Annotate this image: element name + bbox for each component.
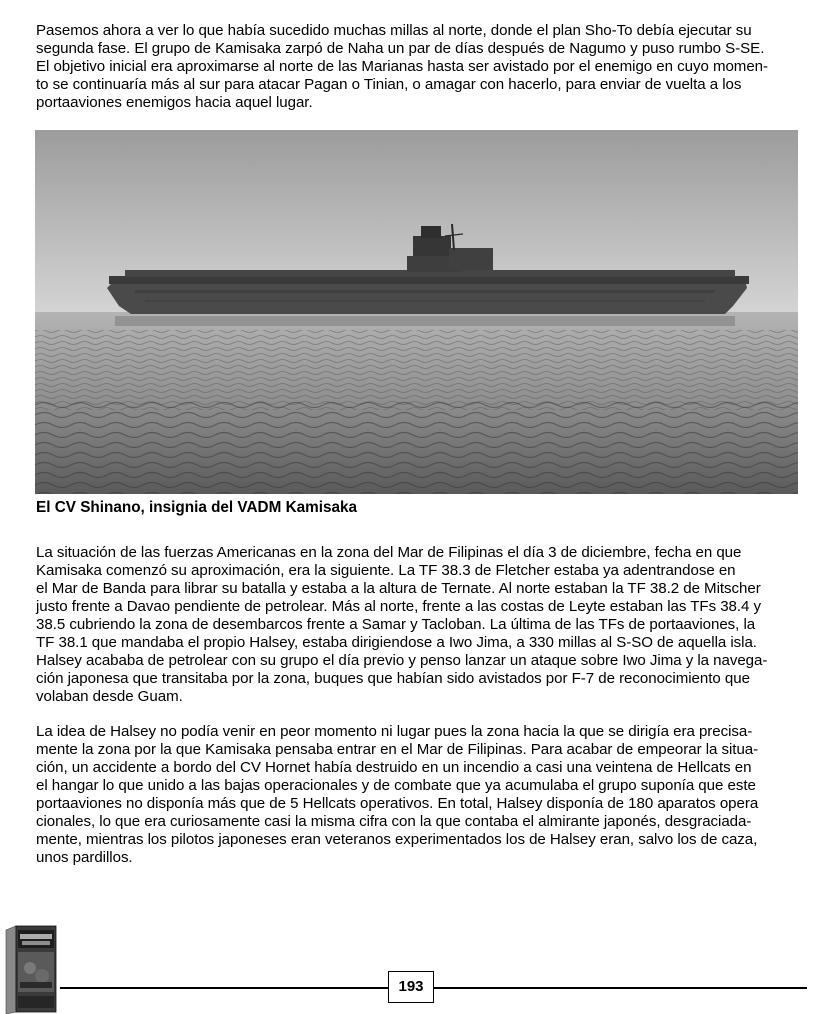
text-line: unos pardillos. <box>36 849 133 866</box>
page-number: 193 <box>388 971 434 1003</box>
text-line: cionales, lo que era curiosamente casi la misma cifra con la que contaba el almirante japonés, desgraciada- <box>36 813 752 830</box>
footer-rule-left <box>60 987 388 989</box>
text-line: el Mar de Banda para librar su batalla y estaba a la altura de Ternate. Al norte estaban la TF 38.2 de Mitscher <box>36 580 761 597</box>
text-line: volaban desde Guam. <box>36 688 183 705</box>
footer-rule-right <box>434 987 807 989</box>
text-line: Pasemos ahora a ver lo que había sucedido muchas millas al norte, donde el plan Sho-To debía ejecutar su <box>36 22 752 39</box>
ship-photo-icon <box>35 130 798 494</box>
text-line: portaaviones enemigos hacia aquel lugar. <box>36 94 313 111</box>
book-cover-thumbnail <box>4 924 58 1014</box>
text-line: mente, mientras los pilotos japoneses eran veteranos experimentados los de Halsey eran, salvo los de caza, <box>36 831 758 848</box>
text-line: TF 38.1 que mandaba el propio Halsey, estaba dirigiendose a Iwo Jima, a 330 millas al S-SO de aquella isla. <box>36 634 757 651</box>
figure-caption: El CV Shinano, insignia del VADM Kamisaka <box>36 499 358 516</box>
aircraft-carrier-photo <box>35 130 798 494</box>
text-line: segunda fase. El grupo de Kamisaka zarpó de Naha un par de días después de Nagumo y puso rumbo S-SE. <box>36 40 765 57</box>
text-line: El objetivo inicial era aproximarse al norte de las Marianas hasta ser avistado por el enemigo en cuyo momen- <box>36 58 769 75</box>
text-line: La situación de las fuerzas Americanas en la zona del Mar de Filipinas el día 3 de diciembre, fecha en que <box>36 544 742 561</box>
book-cover-icon <box>4 924 58 1014</box>
text-line: Halsey acababa de petrolear con su grupo el día previo y penso lanzar un ataque sobre Iwo Jima y la navega- <box>36 652 768 669</box>
text-line: to se continuaría más al sur para atacar Pagan o Tinian, o amagar con hacerlo, para enviar de vuelta a los <box>36 76 742 93</box>
text-line: mente la zona por la que Kamisaka pensaba entrar en el Mar de Filipinas. Para acabar de empeorar la situa- <box>36 741 759 758</box>
text-line: el hangar lo que unido a las bajas operacionales y de combate que ya acumulaba el grupo suponía que este <box>36 777 756 794</box>
text-line: portaaviones no disponía más que de 5 Hellcats operativos. En total, Halsey disponía de 180 aparatos opera <box>36 795 759 812</box>
text-line: La idea de Halsey no podía venir en peor momento ni lugar pues la zona hacia la que se dirigía era precisa- <box>36 723 753 740</box>
text-line: 38.5 cubriendo la zona de desembarcos frente a Samar y Tacloban. La última de las TFs de portaaviones, la <box>36 616 756 633</box>
text-line: justo frente a Davao pendiente de petrolear. Más al norte, frente a las costas de Leyte estaban las TFs 38.4 y <box>36 598 762 615</box>
text-line: ción japonesa que transitaba por la zona, buques que habían sido avistados por F-7 de reconocimiento que <box>36 670 750 687</box>
text-line: ción, un accidente a bordo del CV Hornet había destruido en un incendio a casi una veintena de Hellcats en <box>36 759 752 776</box>
text-line: Kamisaka comenzó su aproximación, era la siguiente. La TF 38.3 de Fletcher estaba ya adentrandose en <box>36 562 736 579</box>
